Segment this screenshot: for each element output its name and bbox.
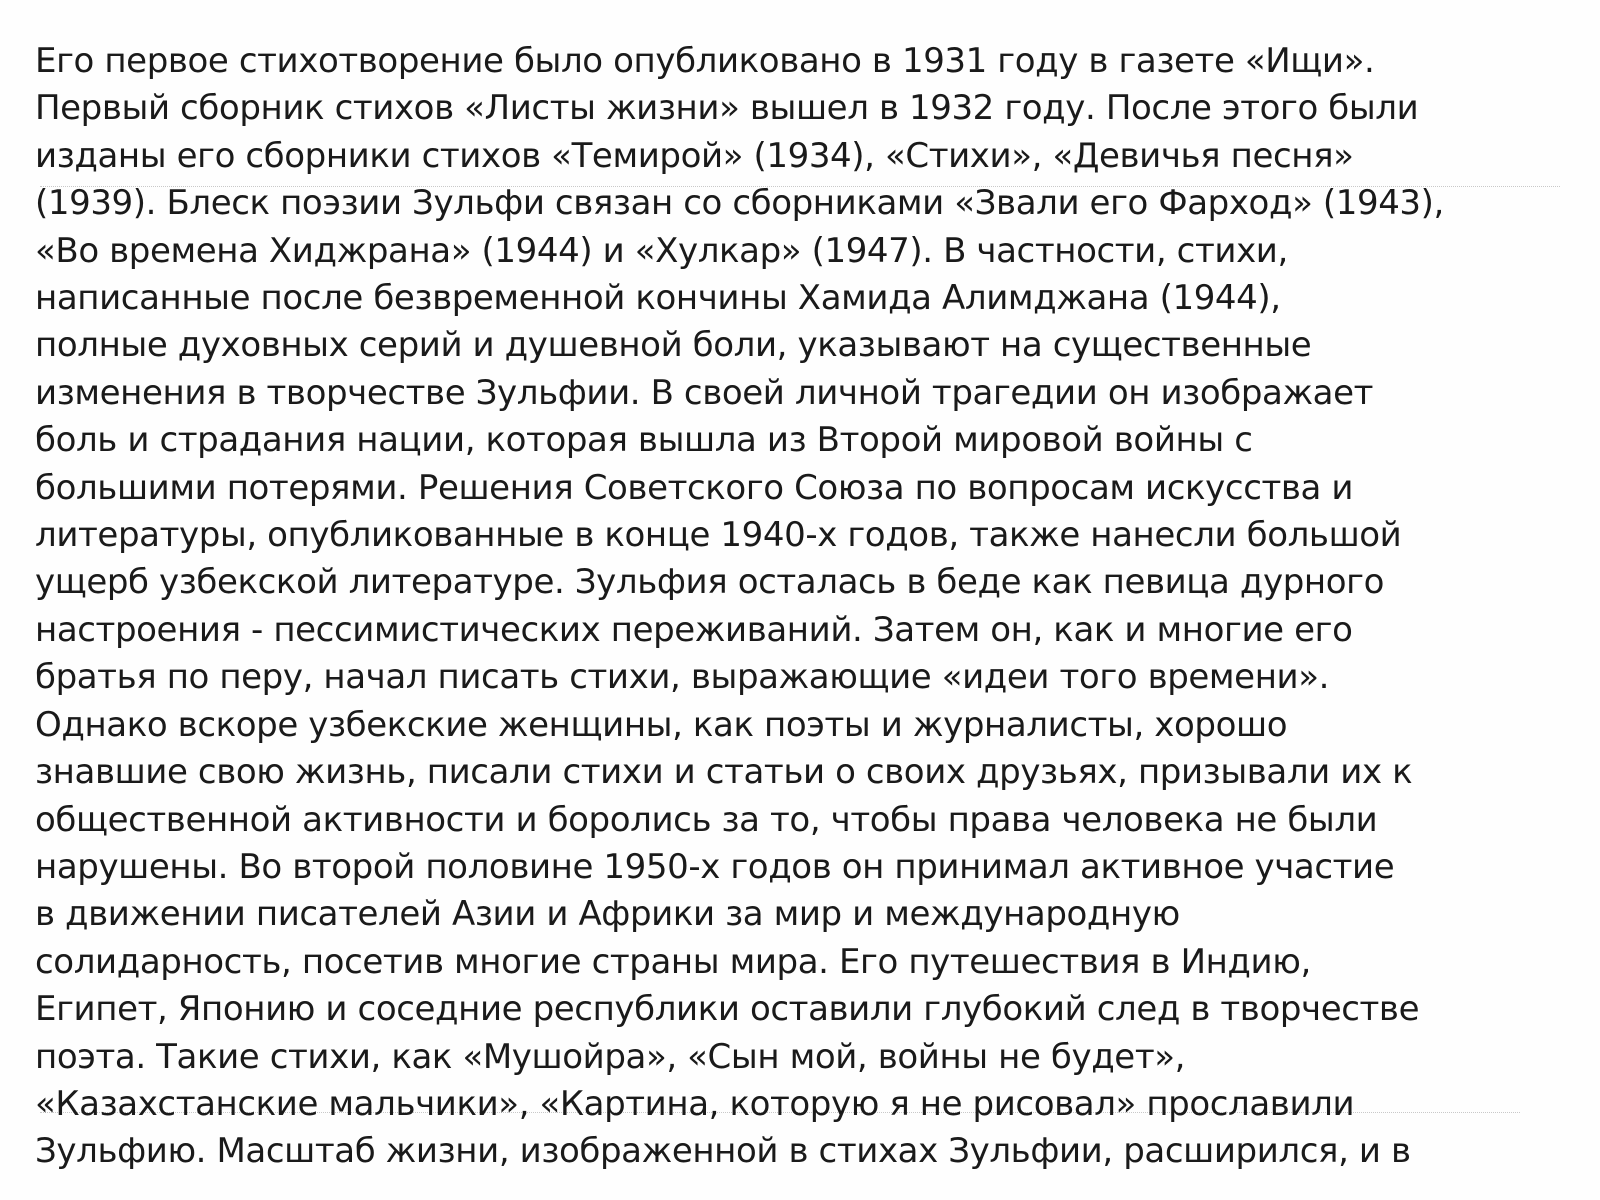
text-line: общественной активности и боролись за то, чтобы права человека не были — [35, 799, 1378, 840]
text-line: большими потерями. Решения Советского Союза по вопросам искусства и — [35, 467, 1354, 508]
body-paragraph — [35, 38, 1595, 1176]
text-line: Египет, Японию и соседние республики оставили глубокий след в творчестве — [35, 989, 1420, 1030]
text-line: знавшие свою жизнь, писали стихи и статьи о своих друзьях, призывали их к — [35, 752, 1413, 793]
text-line: (1939). Блеск поэзии Зульфи связан со сборниками «Звали его Фарход» (1943), — [35, 183, 1444, 224]
text-line: литературы, опубликованные в конце 1940-х годов, также нанесли большой — [35, 515, 1402, 556]
text-line: написанные после безвременной кончины Хамида Алимджана (1944), — [35, 278, 1281, 319]
text-line: «Казахстанские мальчики», «Картина, которую я не рисовал» прославили — [35, 1083, 1355, 1124]
text-line: братья по перу, начал писать стихи, выражающие «идеи того времени». — [35, 657, 1330, 698]
text-line: Первый сборник стихов «Листы жизни» вышел в 1932 году. После этого были — [35, 88, 1419, 129]
text-line: Его первое стихотворение было опубликовано в 1931 году в газете «Ищи». — [35, 41, 1375, 81]
text-line: боль и страдания нации, которая вышла из Второй мировой войны с — [35, 420, 1253, 461]
text-line: настроения - пессимистических переживаний. Затем он, как и многие его — [35, 609, 1353, 650]
text-line: Однако вскоре узбекские женщины, как поэты и журналисты, хорошо — [35, 704, 1288, 745]
text-line: «Во времена Хиджрана» (1944) и «Хулкар» (1947). В частности, стихи, — [35, 230, 1288, 271]
text-line: нарушены. Во второй половине 1950-х годов он принимал активное участие — [35, 846, 1395, 887]
text-line: Зульфию. Масштаб жизни, изображенной в стихах Зульфии, расширился, и в — [35, 1131, 1411, 1172]
text-line: полные духовных серий и душевной боли, указывают на существенные — [35, 325, 1312, 366]
text-line: изменения в творчестве Зульфии. В своей личной трагедии он изображает — [35, 372, 1374, 413]
text-line: поэта. Такие стихи, как «Мушойра», «Сын мой, войны не будет», — [35, 1036, 1186, 1077]
text-line: изданы его сборники стихов «Темирой» (1934), «Стихи», «Девичья песня» — [35, 135, 1354, 176]
text-line: в движении писателей Азии и Африки за мир и международную — [35, 894, 1180, 935]
text-line: солидарность, посетив многие страны мира. Его путешествия в Индию, — [35, 941, 1311, 982]
text-line: ущерб узбекской литературе. Зульфия осталась в беде как певица дурного — [35, 562, 1385, 603]
